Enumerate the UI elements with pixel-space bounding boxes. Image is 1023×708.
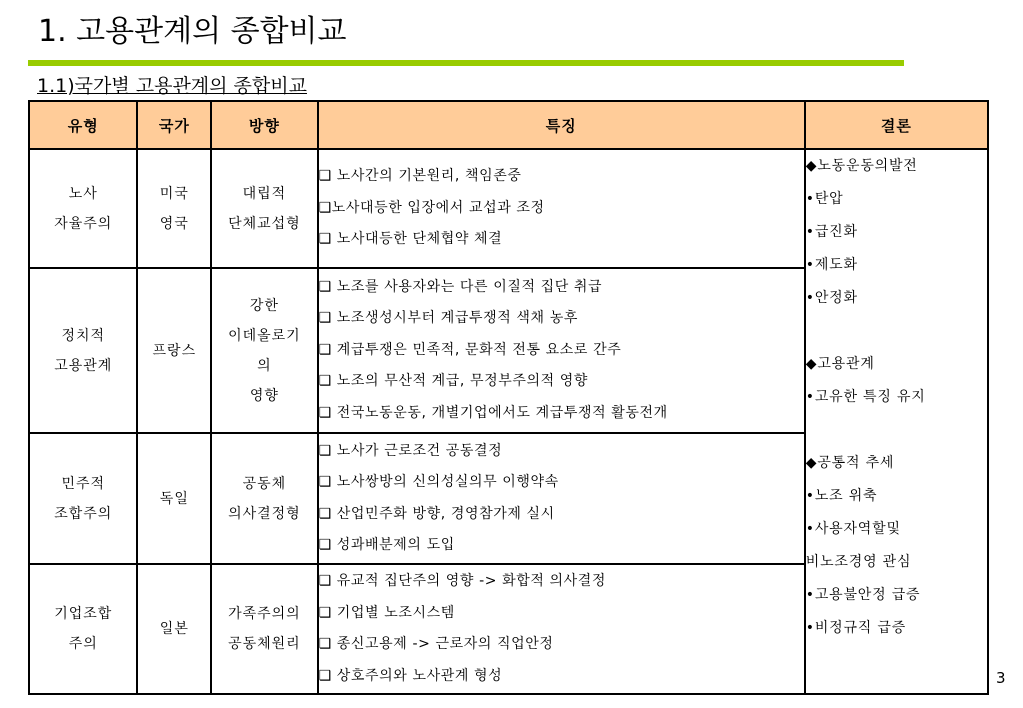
- section-subtitle: 1.1)국가별 고용관계의 종합비교: [37, 75, 307, 97]
- features-cell: [318, 564, 805, 694]
- conclusion-line: •비정규직 급증: [805, 620, 907, 636]
- direction-cell-line: 영향: [249, 387, 279, 404]
- direction-cell-line: 강한: [249, 297, 279, 314]
- direction-cell: [211, 268, 317, 433]
- header-country: 국가: [137, 101, 211, 149]
- direction-cell-line: 의사결정형: [228, 505, 301, 522]
- country-cell-line: 영국: [159, 215, 189, 232]
- conclusion-line: •급진화: [805, 224, 858, 240]
- country-cell-line: 미국: [159, 185, 189, 202]
- conclusion-line: •탄압: [805, 191, 844, 207]
- direction-cell-line: 공동체: [242, 475, 287, 492]
- direction-cell-line: 의: [257, 357, 272, 374]
- country-cell: [137, 149, 211, 268]
- feature-item: ❑ 종신고용제 -> 근로자의 직업안정: [318, 636, 554, 652]
- conclusion-line: •제도화: [805, 257, 858, 273]
- country-cell: [137, 268, 211, 433]
- header-conclusion: 결론: [805, 101, 988, 149]
- features-cell: [318, 433, 805, 564]
- features-cell: [318, 268, 805, 433]
- feature-item: ❑ 노사쌍방의 신의성실의무 이행약속: [318, 474, 559, 490]
- type-cell-line: 기업조합: [54, 606, 113, 622]
- feature-item: ❑ 노조의 무산적 계급, 무정부주의적 영향: [318, 373, 589, 390]
- conclusion-line: •고유한 특징 유지: [805, 389, 926, 405]
- conclusion-line: ◆노동운동의발전: [805, 158, 918, 174]
- feature-item: ❑ 유교적 집단주의 영향 -> 화합적 의사결정: [318, 573, 607, 589]
- conclusion-line: •노조 위축: [805, 488, 878, 504]
- type-cell-line: 민주적: [61, 475, 106, 492]
- country-cell-line: 프랑스: [152, 342, 197, 359]
- conclusion-line: ◆고용관계: [805, 356, 875, 372]
- conclusion-line: •안정화: [805, 290, 858, 306]
- conclusion-line: [806, 414, 987, 447]
- direction-cell-line: 대립적: [242, 185, 287, 202]
- type-cell-line: 노사: [68, 185, 98, 202]
- direction-cell-line: 공동체원리: [228, 636, 301, 652]
- direction-cell: [211, 433, 317, 564]
- type-cell: [29, 433, 137, 564]
- comparison-table: [28, 100, 989, 695]
- conclusion-line: ◆공통적 추세: [805, 455, 895, 471]
- feature-item: ❑ 노사가 근로조건 공동결정: [318, 442, 503, 459]
- conclusion-line: [806, 315, 987, 348]
- type-cell: [29, 564, 137, 694]
- country-cell-line: 일본: [159, 621, 189, 637]
- header-type: 유형: [29, 101, 137, 149]
- feature-item: ❑ 노조를 사용자와는 다른 이질적 집단 취급: [318, 278, 603, 295]
- direction-cell-line: 이데올로기: [228, 327, 301, 344]
- direction-cell-line: 가족주의의: [228, 606, 301, 622]
- conclusion-line: •고용불안정 급증: [805, 587, 921, 603]
- conclusion-line: •사용자역할및: [805, 521, 901, 537]
- header-features: 특징: [318, 101, 805, 149]
- page-number: 3: [996, 669, 1006, 687]
- feature-item: ❑ 노사간의 기본원리, 책임존중: [318, 168, 522, 185]
- type-cell-line: 조합주의: [54, 505, 113, 522]
- direction-cell-line: 단체교섭형: [228, 215, 301, 232]
- country-cell: [137, 433, 211, 564]
- feature-item: ❑ 노사대등한 단체협약 체결: [318, 231, 503, 248]
- feature-item: ❑ 계급투쟁은 민족적, 문화적 전통 요소로 간주: [318, 341, 622, 358]
- conclusion-line: 비노조경영 관심: [805, 554, 912, 570]
- type-cell: [29, 268, 137, 433]
- feature-item: ❑ 산업민주화 방향, 경영참가제 실시: [318, 505, 555, 522]
- conclusion-cell: [805, 149, 988, 694]
- direction-cell: [211, 564, 317, 694]
- table-row: [29, 149, 988, 268]
- country-cell-line: 독일: [159, 490, 189, 507]
- type-cell-line: 주의: [68, 636, 98, 652]
- feature-item: ❑노사대등한 입장에서 교섭과 조정: [318, 199, 545, 216]
- header-direction: 방향: [211, 101, 317, 149]
- feature-item: ❑ 상호주의와 노사관계 형성: [318, 667, 503, 684]
- type-cell-line: 자율주의: [54, 215, 113, 232]
- direction-cell: [211, 149, 317, 268]
- feature-item: ❑ 노조생성시부터 계급투쟁적 색채 농후: [318, 310, 578, 327]
- country-cell: [137, 564, 211, 694]
- type-cell: [29, 149, 137, 268]
- type-cell-line: 고용관계: [54, 357, 113, 374]
- slide-title: 1. 고용관계의 종합비교: [38, 14, 347, 49]
- title-underline-bar: [28, 60, 904, 66]
- feature-item: ❑ 전국노동운동, 개별기업에서도 계급투쟁적 활동전개: [318, 404, 668, 421]
- type-cell-line: 정치적: [61, 327, 106, 344]
- feature-item: ❑ 성과배분제의 도입: [318, 537, 455, 553]
- feature-item: ❑ 기업별 노조시스템: [318, 604, 455, 621]
- table-header-row: [29, 101, 988, 149]
- features-cell: [318, 149, 805, 268]
